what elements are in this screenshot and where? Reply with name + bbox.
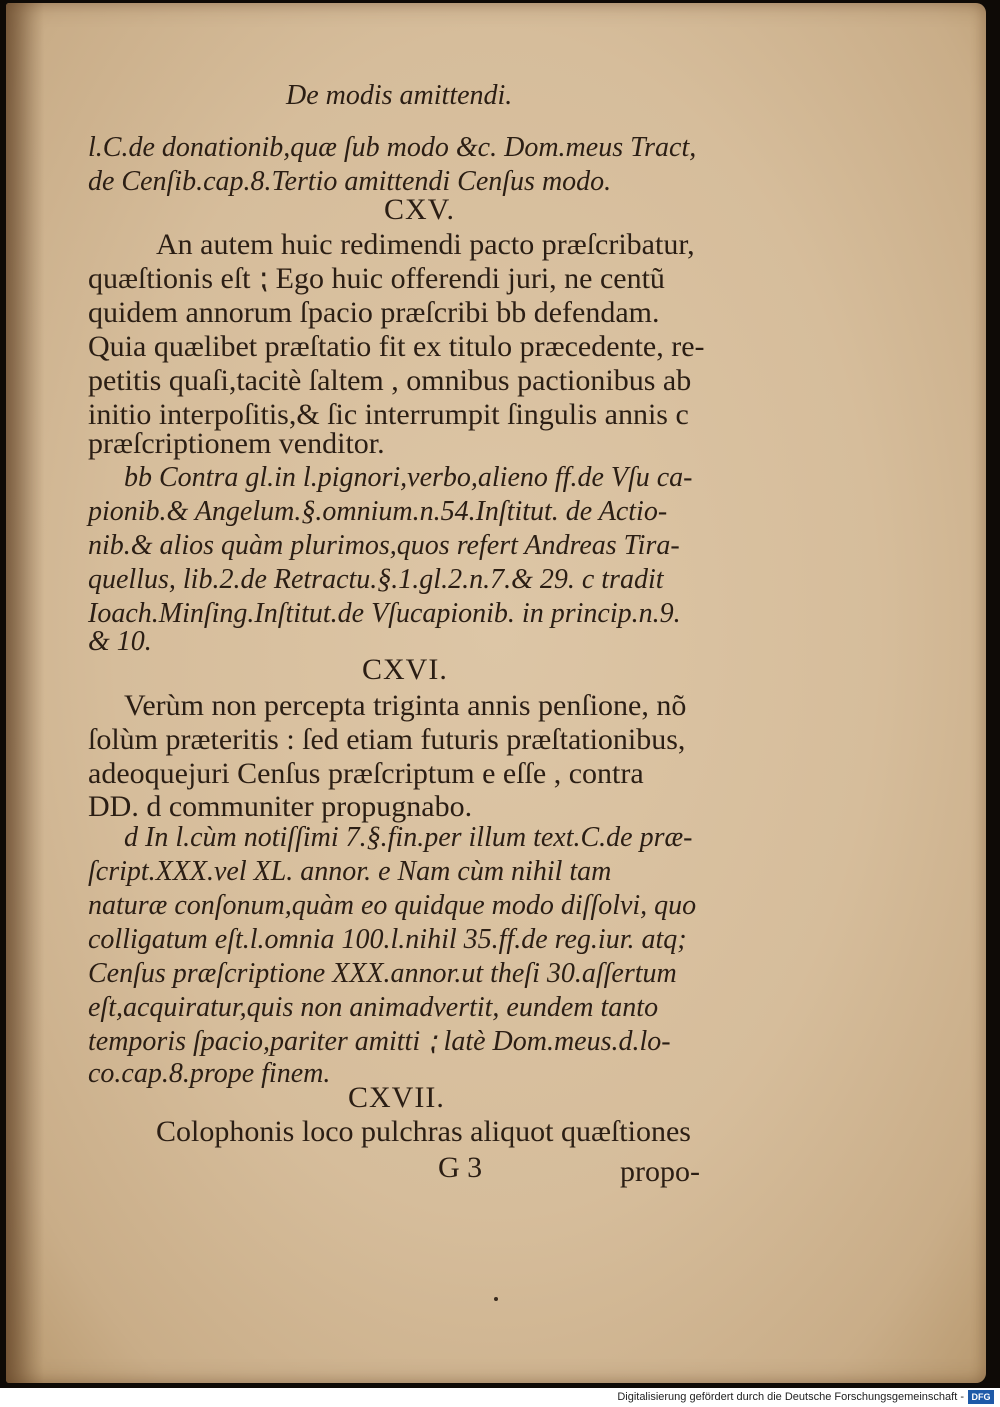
signature-mark: G 3: [438, 1151, 483, 1184]
body-line: ſolùm præteritis : ſed etiam futuris præſtationibus,: [88, 723, 686, 756]
body-line: præſcriptionem venditor.: [88, 427, 385, 460]
footnote-line: quellus, lib.2.de Retractu.§.1.gl.2.n.7.& 29. c tradit: [88, 564, 664, 595]
footnote-line: Cenſus præſcriptione XXX.annor.ut theſi 30.aſſertum: [88, 958, 677, 989]
footnote-line: bb Contra gl.in l.pignori,verbo,alieno ff.de Vſu ca-: [124, 462, 693, 493]
footnote-line: nib.& alios quàm plurimos,quos refert Andreas Tira-: [88, 530, 680, 561]
footer-credit: Digitalisierung gefördert durch die Deutsche Forschungsgemeinschaft -: [617, 1391, 964, 1403]
running-head: De modis amittendi.: [286, 80, 513, 111]
body-line: quidem annorum ſpacio præſcribi bb defendam.: [88, 296, 660, 329]
footnote-line: pionib.& Angelum.§.omnium.n.54.Inſtitut. de Actio-: [88, 496, 668, 527]
footnote-line: l.C.de donationib,quæ ſub modo &c. Dom.meus Tract,: [88, 132, 697, 163]
footnote-line: temporis ſpacio,pariter amitti ⁏ latè Dom.meus.d.lo-: [88, 1026, 671, 1057]
catchword: propo-: [620, 1155, 700, 1188]
dfg-logo[interactable]: DFG: [968, 1390, 994, 1404]
body-line: An autem huic redimendi pacto præſcribatur,: [156, 228, 695, 261]
section-heading: CXVI.: [362, 653, 448, 686]
footnote-line: & 10.: [88, 626, 152, 657]
book-page: [6, 3, 986, 1383]
footnote-line: co.cap.8.prope finem.: [88, 1058, 331, 1089]
footnote-line: d In l.cùm notiſſimi 7.§.fin.per illum text.C.de præ-: [124, 822, 693, 853]
body-line: initio interpoſitis,& ſic interrumpit ſingulis annis c: [88, 398, 689, 431]
footnote-line: colligatum eſt.l.omnia 100.l.nihil 35.ff.de reg.iur. atq;: [88, 924, 687, 955]
ink-speck: [494, 1297, 498, 1301]
section-heading: CXV.: [384, 193, 455, 226]
footnote-line: ſcript.XXX.vel XL. annor. e Nam cùm nihil tam: [88, 856, 612, 887]
gutter-shadow: [6, 3, 44, 1383]
footnote-line: eſt,acquiratur,quis non animadvertit, eundem tanto: [88, 992, 659, 1023]
body-line: adeoquejuri Cenſus præſcriptum e eſſe , contra: [88, 757, 644, 790]
body-line: quæſtionis eſt ⁏ Ego huic offerendi juri, ne centũ: [88, 262, 665, 295]
footnote-line: Ioach.Minſing.Inſtitut.de Vſucapionib. in princip.n.9.: [88, 598, 681, 629]
body-line: Colophonis loco pulchras aliquot quæſtiones: [156, 1115, 691, 1148]
footnote-line: naturæ conſonum,quàm eo quidque modo diſſolvi, quo: [88, 890, 697, 921]
body-line: DD. d communiter propugnabo.: [88, 790, 473, 823]
body-line: Verùm non percepta triginta annis penſione, nõ: [124, 689, 687, 722]
body-line: petitis quaſi,tacitè ſaltem , omnibus pactionibus ab: [88, 364, 692, 397]
footnote-line: de Cenſib.cap.8.Tertio amittendi Cenſus modo.: [88, 166, 612, 197]
body-line: Quia quælibet præſtatio fit ex titulo præcedente, re-: [88, 330, 705, 363]
section-heading: CXVII.: [348, 1081, 445, 1114]
